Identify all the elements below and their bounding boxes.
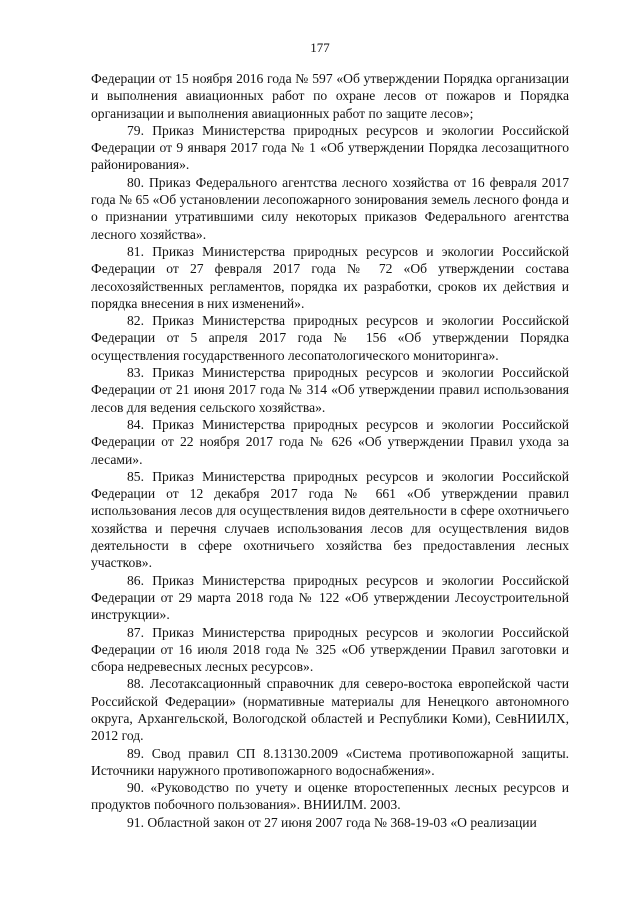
page-body: [91, 70, 569, 831]
list-item-84: 84. Приказ Министерства природных ресурсов и экологии Российской Федерации от 22 ноября 2017 года № 626 «Об утверждении Правил ухода за лесами».: [91, 416, 569, 467]
list-item-82: 82. Приказ Министерства природных ресурсов и экологии Российской Федерации от 5 апреля 2017 года № 156 «Об утверждении Порядка осуществления государственного лесопатологического мониторинга».: [91, 313, 569, 363]
list-item-83: 83. Приказ Министерства природных ресурсов и экологии Российской Федерации от 21 июня 2017 года № 314 «Об утверждении правил использования лесов для ведения сельского хозяйства».: [91, 365, 569, 415]
list-item-81: 81. Приказ Министерства природных ресурсов и экологии Российской Федерации от 27 февраля 2017 года № 72 «Об утверждении состава лесохозяйственных регламентов, порядка их разработки, сроков их действия и порядка внесения в них изменений».: [91, 243, 569, 311]
list-item-86: 86. Приказ Министерства природных ресурсов и экологии Российской Федерации от 29 марта 2018 года № 122 «Об утверждении Лесоустроительной инструкции».: [91, 572, 569, 623]
list-item-89: 89. Свод правил СП 8.13130.2009 «Система противопожарной защиты. Источники наружного противопожарного водоснабжения».: [91, 745, 569, 778]
list-item-80: 80. Приказ Федерального агентства лесного хозяйства от 16 февраля 2017 года № 65 «Об установлении лесопожарного зонирования земель лесного фонда и о признании утратившими силу некоторых приказов Федерального агентства лесного хозяйства».: [91, 174, 569, 242]
paragraph-continuation: Федерации от 15 ноября 2016 года № 597 «Об утверждении Порядка организации и выполнения авиационных работ по охране лесов от пожаров и Порядка организации и выполнения авиационных работ по защите лесов»;: [91, 71, 569, 121]
list-item-85: 85. Приказ Министерства природных ресурсов и экологии Российской Федерации от 12 декабря 2017 года № 661 «Об утверждении правил использования лесов для осуществления видов деятельности в сфере охотничьего хозяйства и перечня случаев использования лесов для осуществления видов деятельности в сфере охотничьего хозяйства без предоставления лесных участков».: [91, 468, 569, 571]
list-item-79: 79. Приказ Министерства природных ресурсов и экологии Российской Федерации от 9 января 2017 года № 1 «Об утверждении Порядка лесозащитного районирования».: [91, 122, 569, 173]
list-item-91: 91. Областной закон от 27 июня 2007 года № 368-19-03 «О реализации: [127, 814, 537, 830]
page-number: 177: [310, 40, 330, 55]
list-item-88: 88. Лесотаксационный справочник для северо-востока европейской части Российской Федерации» (нормативные материалы для Ненецкого автономного округа, Архангельской, Вологодской областей и Республики Коми), СевНИИЛХ, 2012 год.: [91, 676, 569, 744]
list-item-90: 90. «Руководство по учету и оценке второстепенных лесных ресурсов и продуктов побочного пользования». ВНИИЛМ. 2003.: [91, 780, 569, 813]
list-item-87: 87. Приказ Министерства природных ресурсов и экологии Российской Федерации от 16 июля 2018 года № 325 «Об утверждении Правил заготовки и сбора недревесных лесных ресурсов».: [91, 624, 569, 675]
